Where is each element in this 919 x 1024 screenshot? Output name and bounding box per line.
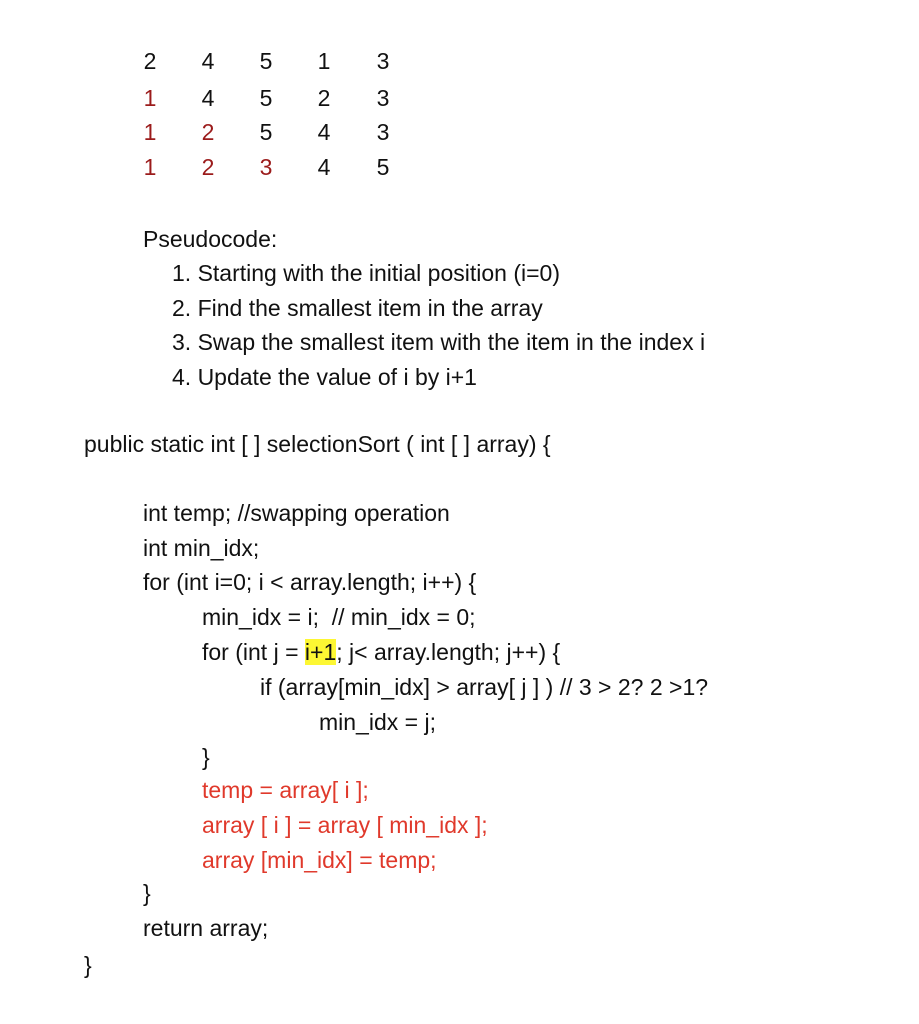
code-line-method-close: } — [84, 952, 92, 978]
pseudocode-steps — [172, 256, 705, 394]
array-cell: 4 — [317, 154, 331, 180]
code-line-min-decl: int min_idx; — [143, 535, 260, 561]
code-line-outer-for: for (int i=0; i < array.length; i++) { — [143, 569, 477, 595]
pseudocode-step: 1. Starting with the initial position (i=0) — [172, 260, 561, 286]
code-line-inner-for — [202, 637, 560, 667]
code-line-swap-assign: array [ i ] = array [ min_idx ]; — [202, 812, 488, 838]
highlighted-start-index: i+1 — [304, 639, 337, 665]
code-line-min-update: min_idx = j; — [319, 709, 436, 735]
array-cell: 5 — [259, 119, 273, 145]
array-cell: 3 — [259, 154, 273, 180]
pseudocode-step: 3. Swap the smallest item with the item in the index i — [172, 329, 706, 355]
array-cell: 3 — [376, 119, 390, 145]
code-line-swap-restore: array [min_idx] = temp; — [202, 847, 437, 873]
array-cell: 1 — [143, 85, 157, 111]
pseudocode-step: 2. Find the smallest item in the array — [172, 294, 543, 321]
array-cell: 3 — [376, 48, 390, 74]
method-signature: public static int [ ] selectionSort ( int [ ] array) { — [84, 431, 551, 457]
inner-for-prefix: for (int j = — [202, 639, 305, 665]
array-cell: 4 — [317, 119, 331, 145]
inner-for-suffix: ; j< array.length; j++) { — [336, 639, 561, 665]
array-cell: 5 — [259, 85, 273, 111]
pseudocode-step: 4. Update the value of i by i+1 — [172, 363, 477, 390]
code-line-min-assign: min_idx = i; // min_idx = 0; — [202, 604, 476, 630]
array-cell: 1 — [143, 154, 157, 180]
code-line-return: return array; — [143, 915, 269, 941]
code-line-inner-close: } — [202, 744, 210, 770]
array-cell: 4 — [201, 85, 215, 111]
code-line-swap-temp: temp = array[ i ]; — [202, 777, 369, 803]
array-cell: 2 — [317, 85, 331, 111]
array-cell: 4 — [201, 48, 215, 74]
array-cell: 5 — [376, 154, 390, 180]
array-cell: 1 — [317, 48, 331, 74]
pseudocode-title: Pseudocode: — [143, 226, 278, 252]
code-line-outer-close: } — [143, 880, 151, 906]
array-cell: 3 — [376, 85, 390, 111]
array-cell: 2 — [201, 154, 215, 180]
array-cell: 1 — [143, 119, 157, 145]
array-cell: 2 — [201, 119, 215, 145]
array-cell: 2 — [143, 48, 157, 74]
code-line-temp-decl: int temp; //swapping operation — [143, 500, 450, 526]
code-line-if: if (array[min_idx] > array[ j ] ) // 3 > 2? 2 >1? — [260, 674, 709, 700]
array-cell: 5 — [259, 48, 273, 74]
